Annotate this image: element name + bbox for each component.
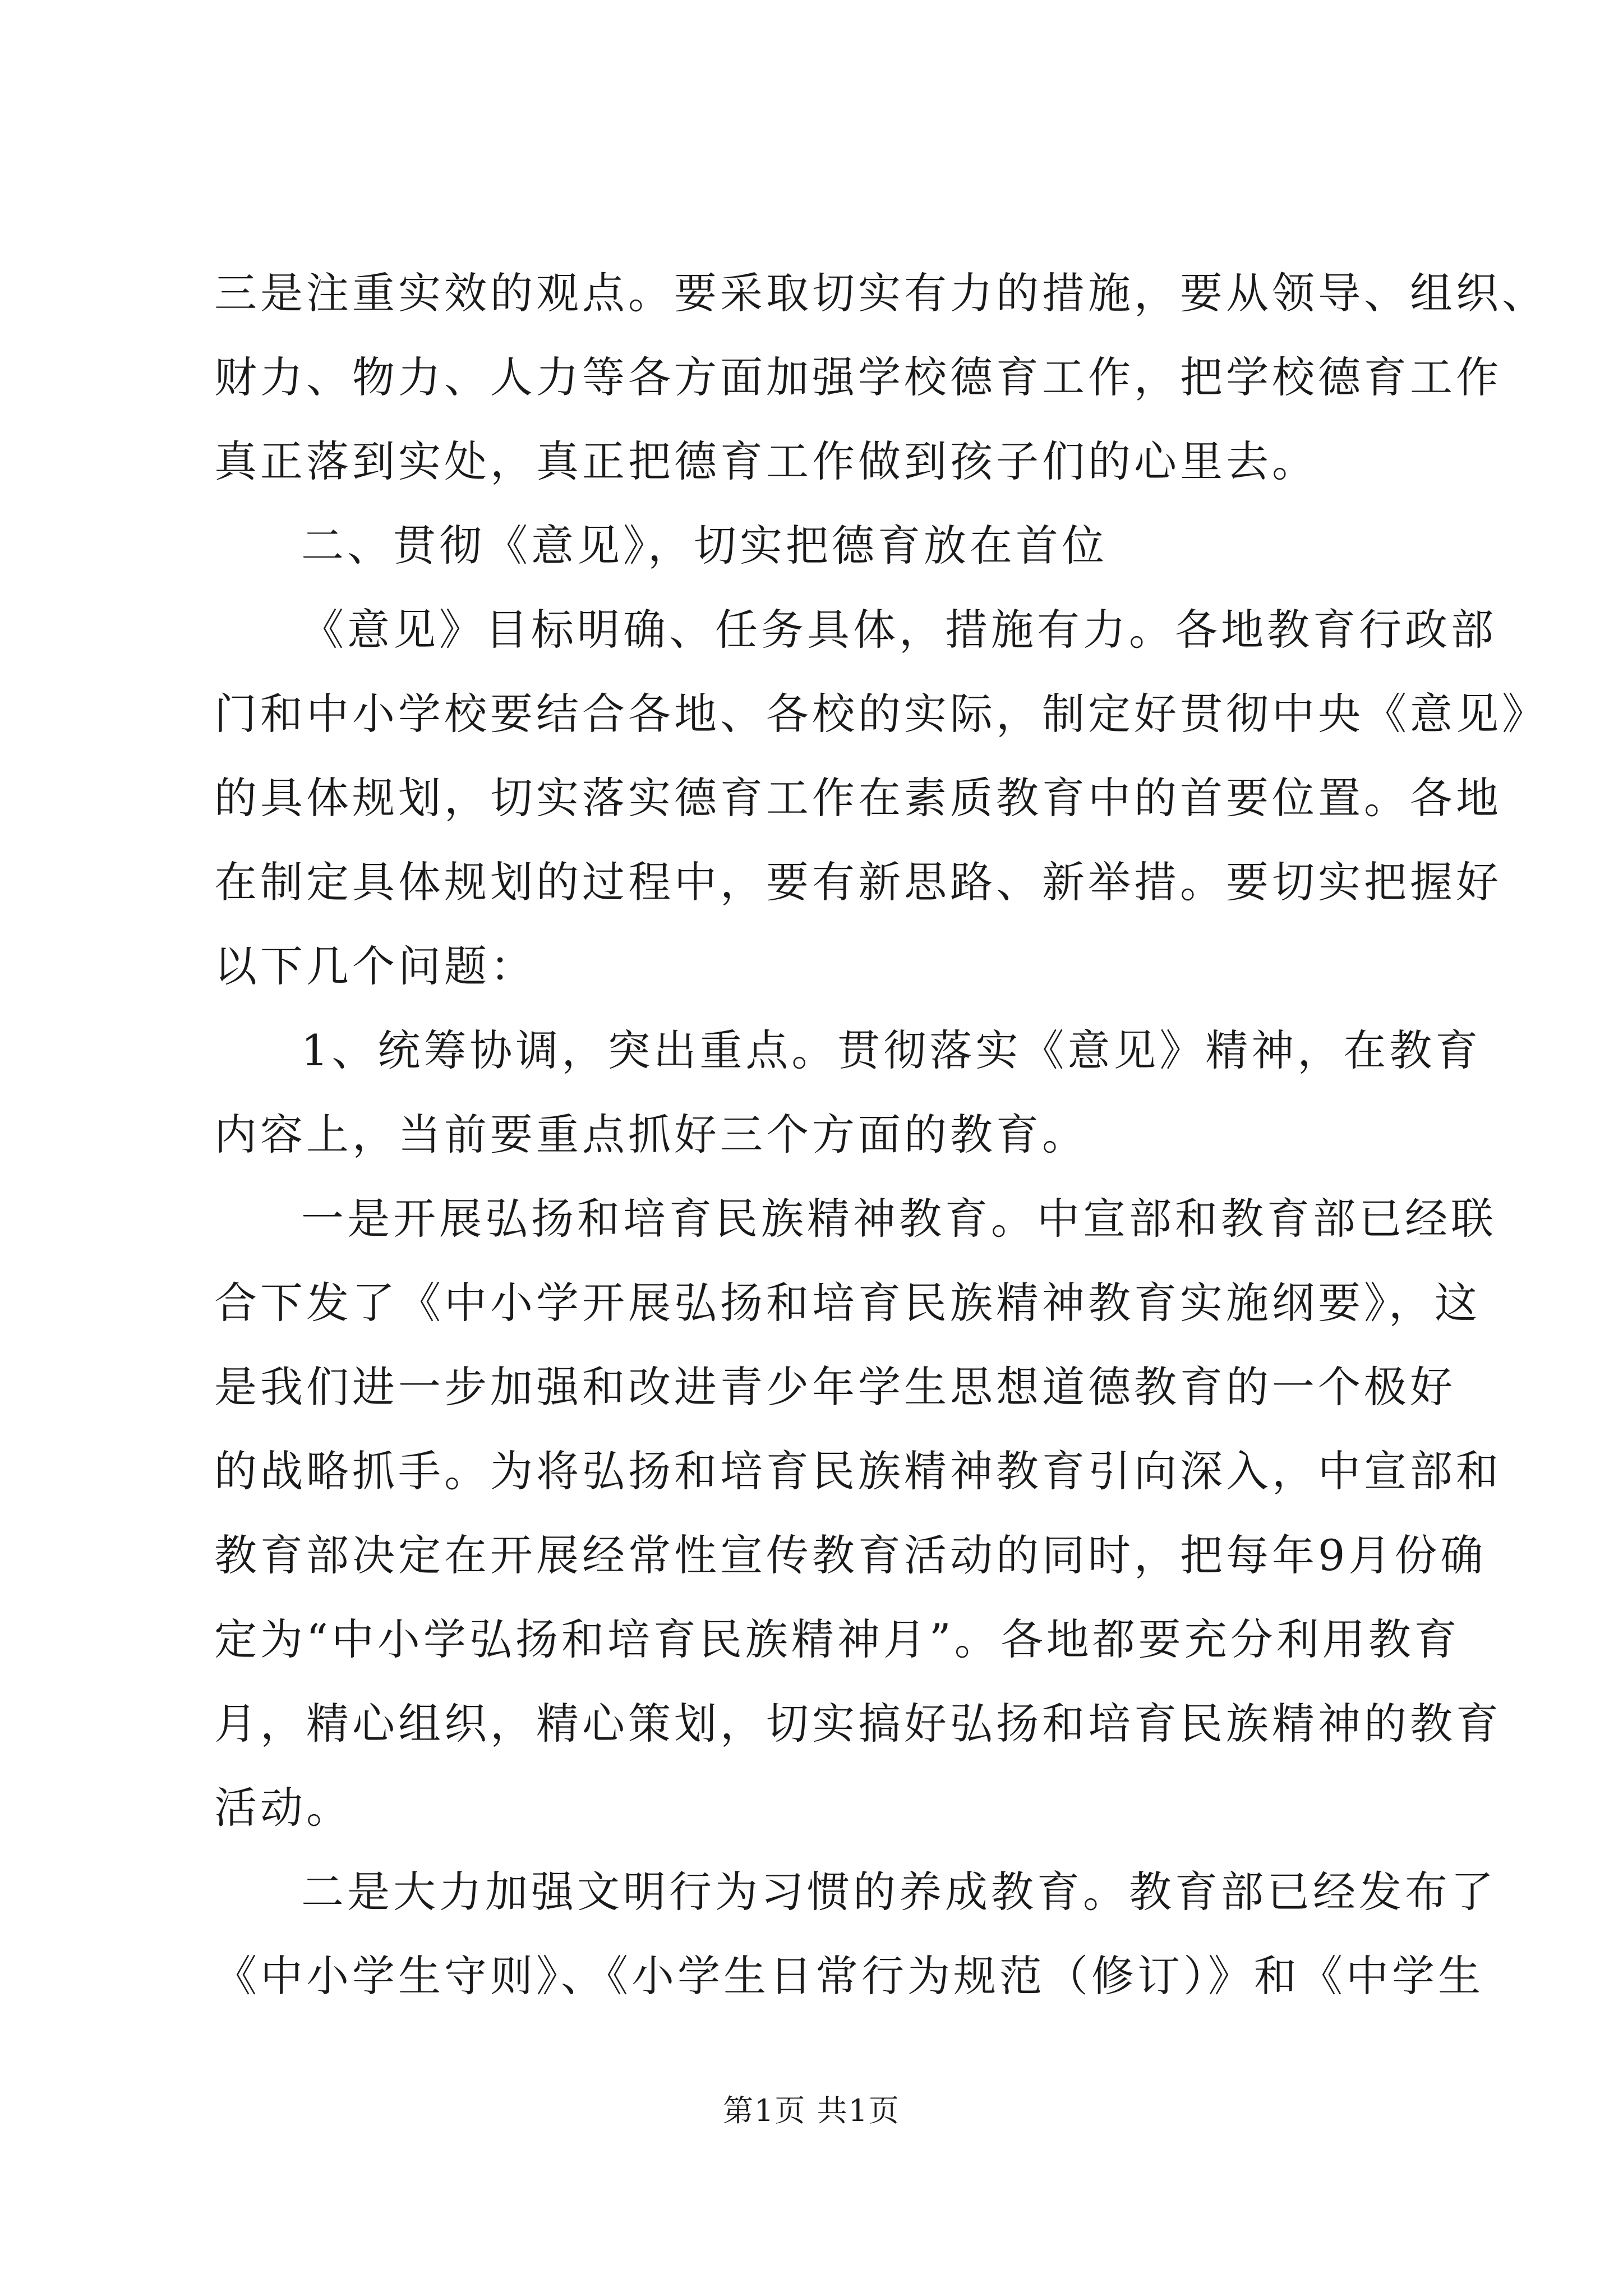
text-line: 是我们进一步加强和改进青少年学生思想道德教育的一个极好 — [214, 1362, 1456, 1412]
text-line: 内容上，当前要重点抓好三个方面的教育。 — [214, 1110, 1088, 1159]
text-line: 的具体规划，切实落实德育工作在素质教育中的首要位置。各地 — [214, 773, 1502, 823]
text-line: 门和中小学校要结合各地、各校的实际，制定好贯彻中央《意见》 — [214, 689, 1548, 739]
text-line: 合下发了《中小学开展弘扬和培育民族精神教育实施纲要》，这 — [214, 1278, 1481, 1328]
text-line: 二是大力加强文明行为习惯的养成教育。教育部已经发布了 — [301, 1867, 1497, 1917]
text-line: 教育部决定在开展经常性宣传教育活动的同时，把每年9月份确 — [214, 1530, 1487, 1580]
text-line: 在制定具体规划的过程中，要有新思路、新举措。要切实把握好 — [214, 857, 1502, 907]
text-line: 真正落到实处，真正把德育工作做到孩子们的心里去。 — [214, 436, 1318, 486]
section-heading: 二、贯彻《意见》，切实把德育放在首位 — [301, 521, 1108, 570]
document-body — [214, 251, 1548, 2018]
text-line: 定为“中小学弘扬和培育民族精神月”。各地都要充分利用教育 — [214, 1614, 1460, 1664]
text-line: 《意见》目标明确、任务具体，措施有力。各地教育行政部 — [301, 605, 1497, 655]
text-line: 以下几个问题： — [214, 941, 536, 991]
text-line: 财力、物力、人力等各方面加强学校德育工作，把学校德育工作 — [214, 352, 1502, 402]
page-number-footer: 第1页 共1页 — [723, 2093, 900, 2128]
text-line: 的战略抓手。为将弘扬和培育民族精神教育引向深入，中宣部和 — [214, 1446, 1502, 1496]
text-line: 一是开展弘扬和培育民族精神教育。中宣部和教育部已经联 — [301, 1194, 1497, 1244]
text-line: 活动。 — [214, 1783, 352, 1833]
text-line: 《中小学生守则》、《小学生日常行为规范（修订）》和《中学生 — [214, 1951, 1484, 2001]
text-line: 月，精心组织，精心策划，切实搞好弘扬和培育民族精神的教育 — [214, 1699, 1502, 1749]
text-line: 1、统筹协调，突出重点。贯彻落实《意见》精神，在教育 — [301, 1025, 1482, 1075]
text-line: 三是注重实效的观点。要采取切实有力的措施，要从领导、组织、 — [214, 268, 1548, 318]
